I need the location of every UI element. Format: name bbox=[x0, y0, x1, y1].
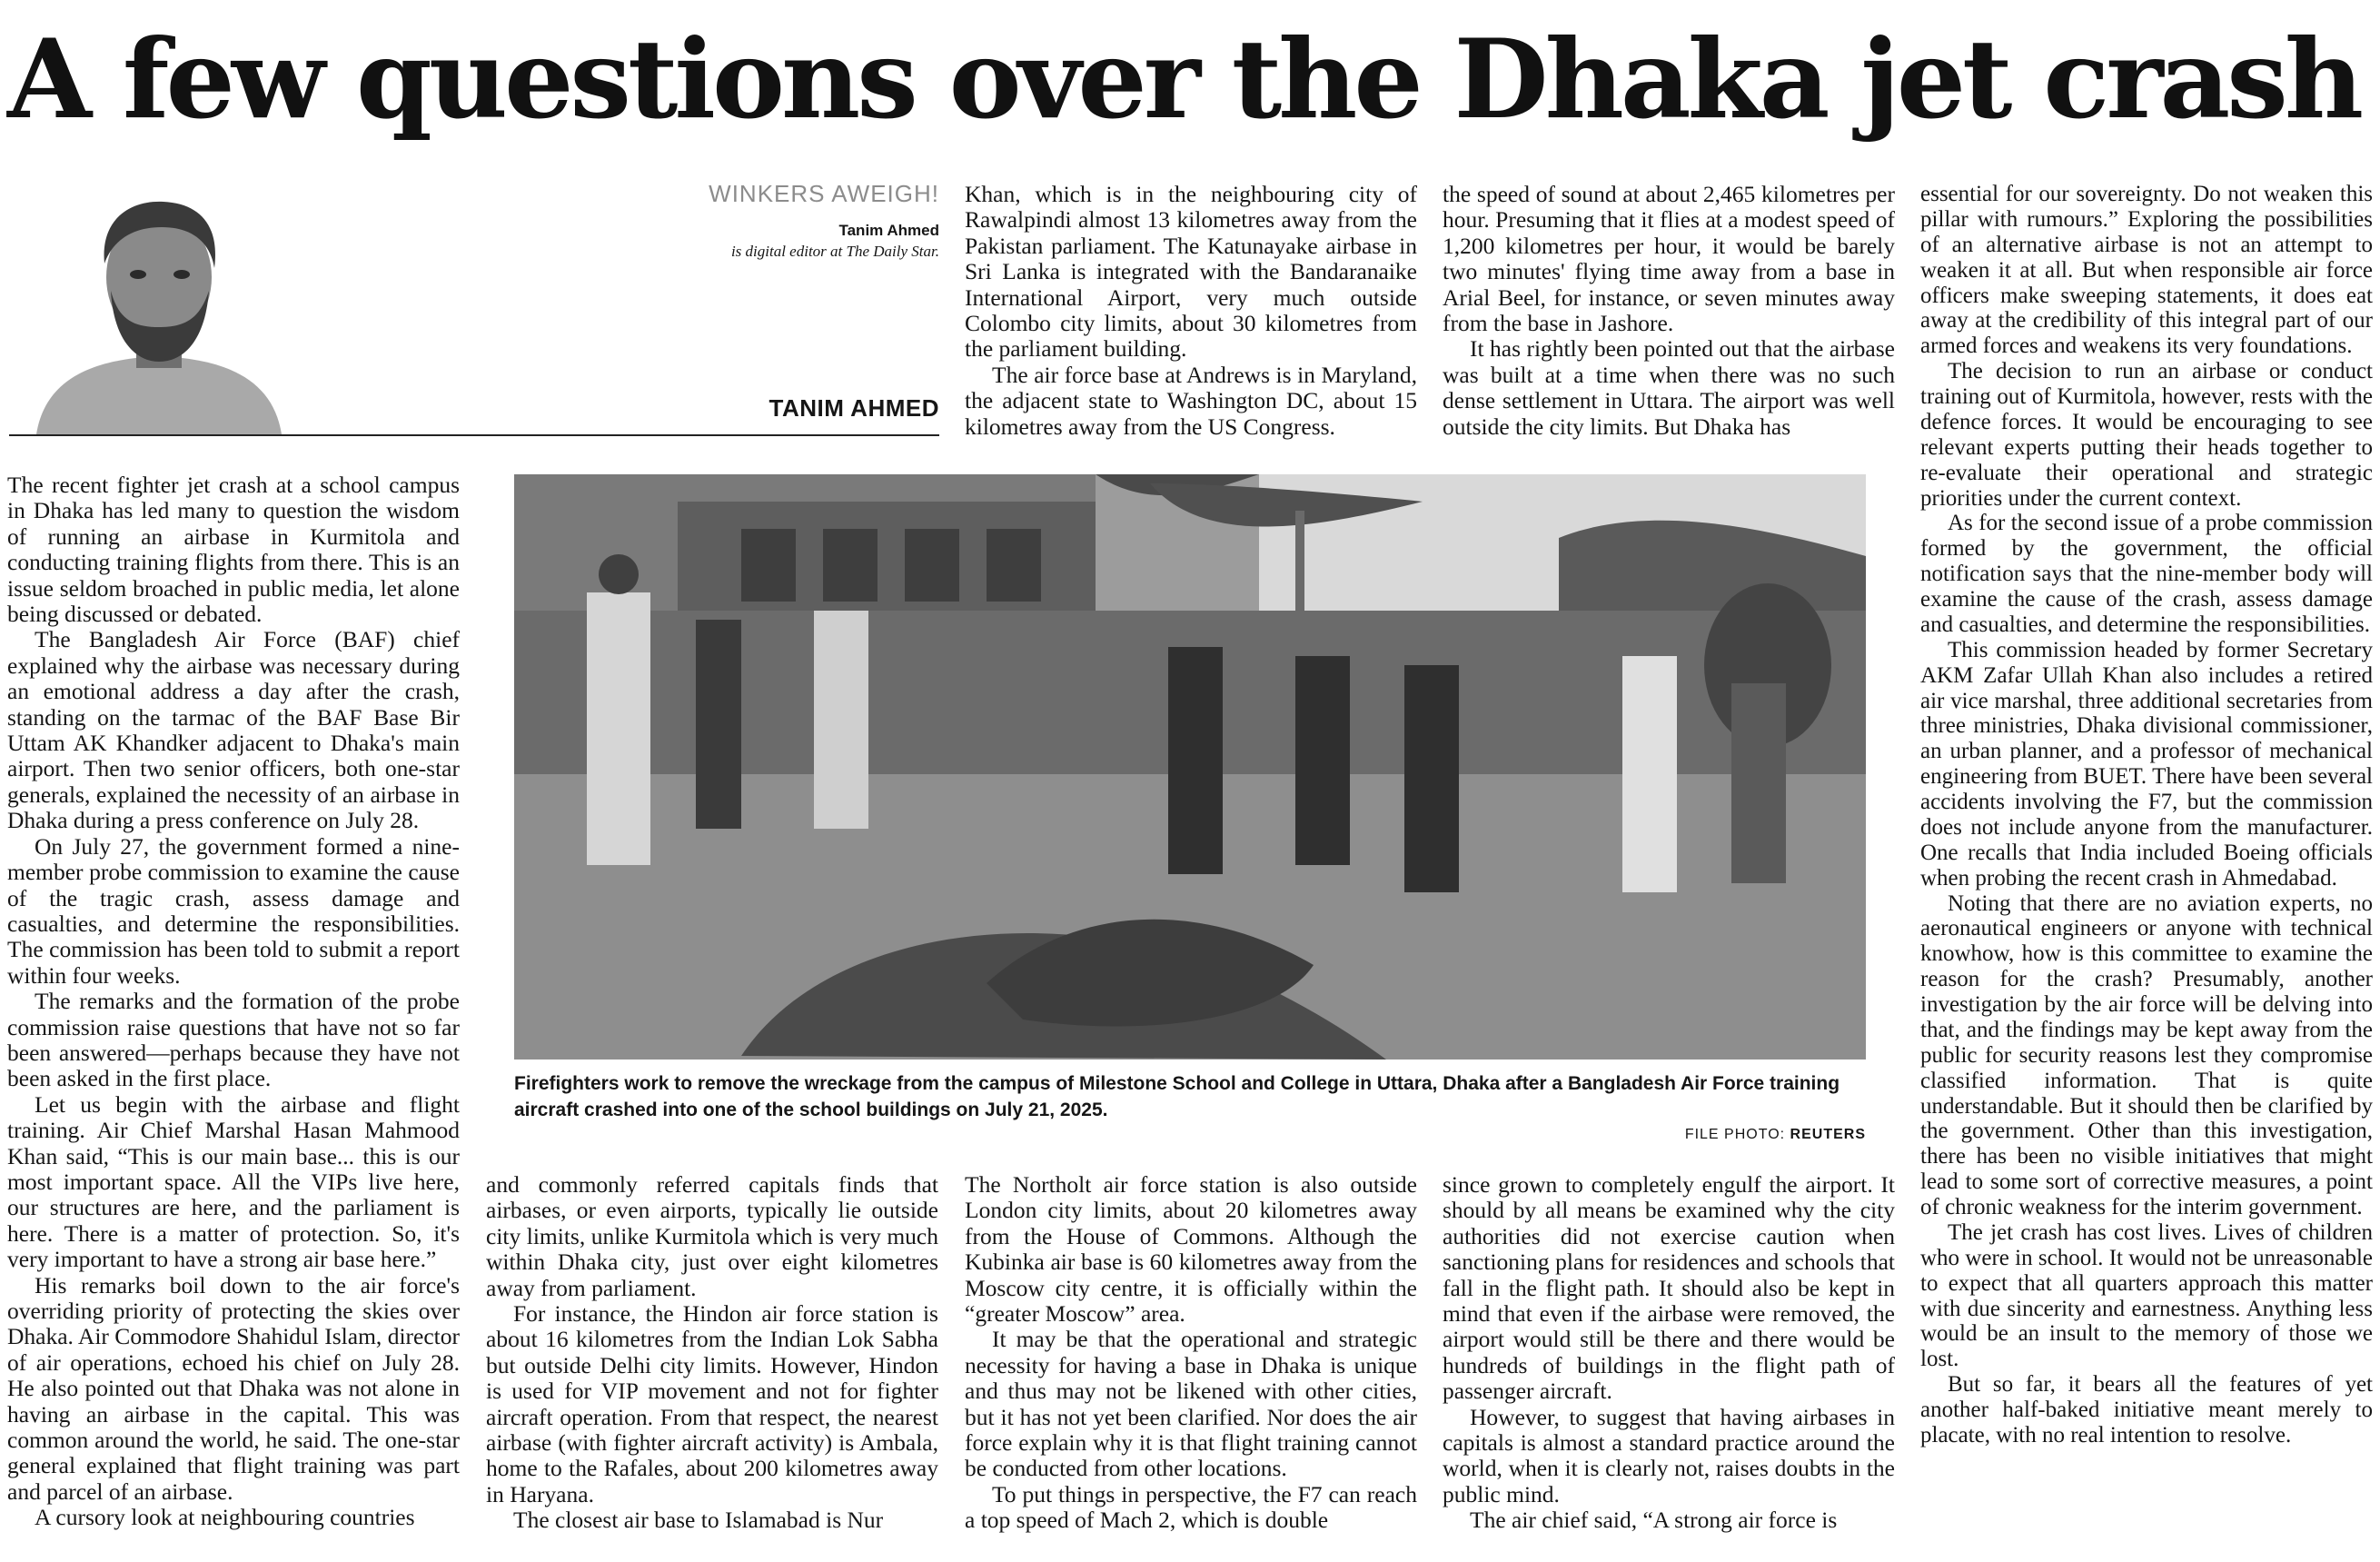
paragraph: A cursory look at neighbouring countries bbox=[35, 1504, 415, 1531]
byline: TANIM AHMED bbox=[769, 394, 939, 422]
crash-site-photo-icon bbox=[514, 474, 1866, 1060]
body-column-4-bottom bbox=[1443, 1172, 1895, 1558]
body-column-3-top bbox=[965, 182, 1417, 440]
author-description: is digital editor at The Daily Star. bbox=[730, 243, 939, 260]
paragraph: since grown to completely engulf the airport. It should by all means be examined why the city authorities did not exercise caution when sanctioning plans for residences and schools that fall in the flight path. It should also be kept in mind that even if the airbase were removed, the airport would still be there and there would be hundreds of buildings in the flight path of passenger aircraft. bbox=[1443, 1172, 1895, 1405]
paragraph: However, to suggest that having airbases in capitals is almost a standard practice around the world, when it is clearly not, raises doubts in the public mind. bbox=[1443, 1403, 1895, 1507]
photo-credit-label: FILE PHOTO: bbox=[1684, 1127, 1786, 1142]
author-portrait bbox=[9, 182, 309, 436]
paragraph: The decision to run an airbase or conduct training out of Kurmitola, however, rests with the defence forces. It would be encouraging to see relevant experts putting their heads together to re-evaluate their operational and strategic priorities under the current context. bbox=[1920, 359, 2373, 511]
paragraph: Let us begin with the airbase and flight training. Air Chief Marshal Hasan Mahmood Khan said, “This is our main base... this is our most important space. All the VIPs live here, our structures are here, and the parliament is here. There is a matter of protection. So, it's very important to have a strong air base here.” bbox=[7, 1090, 460, 1273]
paragraph: and commonly referred capitals finds that airbases, or even airports, typically lie outside city limits, unlike Kurmitola which is very much within Dhaka city, just over eight kilometres away from parliament. bbox=[486, 1172, 938, 1301]
body-column-1 bbox=[7, 473, 460, 1558]
paragraph: The air force base at Andrews is in Maryland, the adjacent state to Washington DC, about 15 kilometres away from the US Congress. bbox=[965, 361, 1417, 440]
paragraph: The jet crash has cost lives. Lives of children who were in school. It would not be unreasonable to expect that all quarters approach this matter with due sincerity and earnestness. Anything less would be an insult to the memory of those we lost. bbox=[1920, 1219, 2373, 1372]
body-column-3-bottom bbox=[965, 1172, 1417, 1558]
paragraph: The recent fighter jet crash at a school campus in Dhaka has led many to question the wisdom of running an airbase in Kurmitola and conducting training flights from there. This is an issue seldom broached in public media, let alone being discussed or debated. bbox=[7, 473, 460, 628]
author-photo-icon bbox=[9, 182, 309, 434]
author-name: Tanim Ahmed bbox=[838, 222, 939, 239]
paragraph: the speed of sound at about 2,465 kilometres per hour. Presuming that it flies at a modest speed of 1,200 kilometres per hour, it would be barely two minutes' flying time away from a base in Arial Beel, for instance, or seven minutes away from the base in Jashore. bbox=[1443, 182, 1895, 337]
byline-divider bbox=[309, 434, 939, 436]
paragraph: The remarks and the formation of the probe commission raise questions that have not so far been answered—perhaps because they have not been asked in the first place. bbox=[7, 988, 460, 1092]
photo-caption: Firefighters work to remove the wreckage from the campus of Milestone School and College in Uttara, Dhaka after a Bangladesh Air Force training aircraft crashed into one of the school buildings on July 21, 2025. bbox=[514, 1073, 1840, 1120]
paragraph: essential for our sovereignty. Do not weaken this pillar with rumours.” Exploring the possibilities of an alternative airbase is not an attempt to weaken it at all. But when responsible air force officers make sweeping statements, it does eat away at the credibility of this integral part of our armed forces and weakens its very foundations. bbox=[1920, 182, 2373, 359]
paragraph: The Bangladesh Air Force (BAF) chief explained why the airbase was necessary during an emotional address a day after the crash, standing on the tarmac of the BAF Base Bir Uttam AK Khandker adjacent to Dhaka's main airport. Then two senior officers, both one-star generals, explained the necessity of an airbase in Dhaka during a press conference on July 28. bbox=[7, 626, 460, 834]
paragraph: For instance, the Hindon air force station is about 16 kilometres from the Indian Lok Sabha but outside Delhi city limits. However, Hindon is used for VIP movement and not for fighter aircraft operation. From that respect, the nearest airbase (with fighter aircraft activity) is Ambala, home to the Rafales, about 200 kilometres away in Haryana. bbox=[486, 1300, 938, 1507]
paragraph: His remarks boil down to the air force's overriding priority of protecting the skies over Dhaka. Air Commodore Shahidul Islam, director of air operations, echoed his chief on July 28. He also pointed out that Dhaka was not alone in having an airbase in the capital. This was common around the world, he said. The one-star general explained that flight training was part and parcel of an airbase. bbox=[7, 1271, 460, 1505]
column-kicker: WINKERS AWEIGH! bbox=[709, 180, 939, 207]
paragraph: Noting that there are no aviation experts, no aeronautical engineers or anyone with technical knowhow, how is this committee to examine the reason for the crash? Presumably, another investigation by the air force will be delving into that, and the findings may be kept away from the public for security reasons lest they compromise classified information. That is quite understandable. But it should then be clarified by the government. Other than this investigation, there has been no visible initiatives that might lead to some sort of corrective measures, a point of chronic weakness for the interim government. bbox=[1920, 890, 2373, 1219]
paragraph: But so far, it bears all the features of yet another half-baked initiative meant merely to placate, with no real intention to resolve. bbox=[1920, 1372, 2373, 1448]
paragraph: It has rightly been pointed out that the airbase was built at a time when there was no such dense settlement in Uttara. The airport was well outside the city limits. But Dhaka has bbox=[1443, 335, 1895, 440]
paragraph: To put things in perspective, the F7 can reach a top speed of Mach 2, which is double bbox=[965, 1480, 1417, 1534]
paragraph: Khan, which is in the neighbouring city of Rawalpindi almost 13 kilometres away from the Pakistan parliament. The Katunayake airbase in Sri Lanka is integrated with the Bandaranaike International Airport, very much outside Colombo city limits, about 30 kilometres from the parliament building. bbox=[965, 182, 1417, 363]
paragraph: The air chief said, “A strong air force is bbox=[1470, 1507, 1838, 1534]
paragraph: The closest air base to Islamabad is Nur bbox=[513, 1507, 884, 1534]
headline: A few questions over the Dhaka jet crash bbox=[7, 15, 2361, 144]
photo-credit bbox=[1544, 1127, 1866, 1143]
paragraph: It may be that the operational and strategic necessity for having a base in Dhaka is unique and thus may not be likened with other cities, but it has not yet been clarified. Nor does the air force explain why it is that flight training cannot be conducted from other locations. bbox=[965, 1326, 1417, 1482]
paragraph: On July 27, the government formed a nine-member probe commission to examine the cause of the tragic crash, assess damage and casualties, and determine the responsibilities. The commission has been told to submit a report within four weeks. bbox=[7, 832, 460, 989]
body-column-5 bbox=[1920, 182, 2373, 1558]
paragraph: The Northolt air force station is also outside London city limits, about 20 kilometres away from the House of Commons. Although the Kubinka air base is 60 kilometres away from the Moscow city centre, it is officially within the “greater Moscow” area. bbox=[965, 1172, 1417, 1328]
body-column-4-top bbox=[1443, 182, 1895, 440]
paragraph: As for the second issue of a probe commission formed by the government, the official notification says that the nine-member body will examine the cause of the crash, assess damage and casualties, and determine the responsibilities. bbox=[1920, 511, 2373, 637]
paragraph: This commission headed by former Secretary AKM Zafar Ullah Khan also includes a retired air vice marshal, three additional secretaries from three ministries, Dhaka divisional commissioner, an urban planner, and a professor of mechanical engineering from BUET. There have been several accidents involving the F7, but the commission does not include anyone from the manufacturer. One recalls that India included Boeing officials when probing the recent crash in Ahmedabad. bbox=[1920, 637, 2373, 890]
photo-credit-source: REUTERS bbox=[1790, 1127, 1866, 1142]
news-photo bbox=[514, 474, 1866, 1060]
body-column-2 bbox=[486, 1172, 938, 1558]
